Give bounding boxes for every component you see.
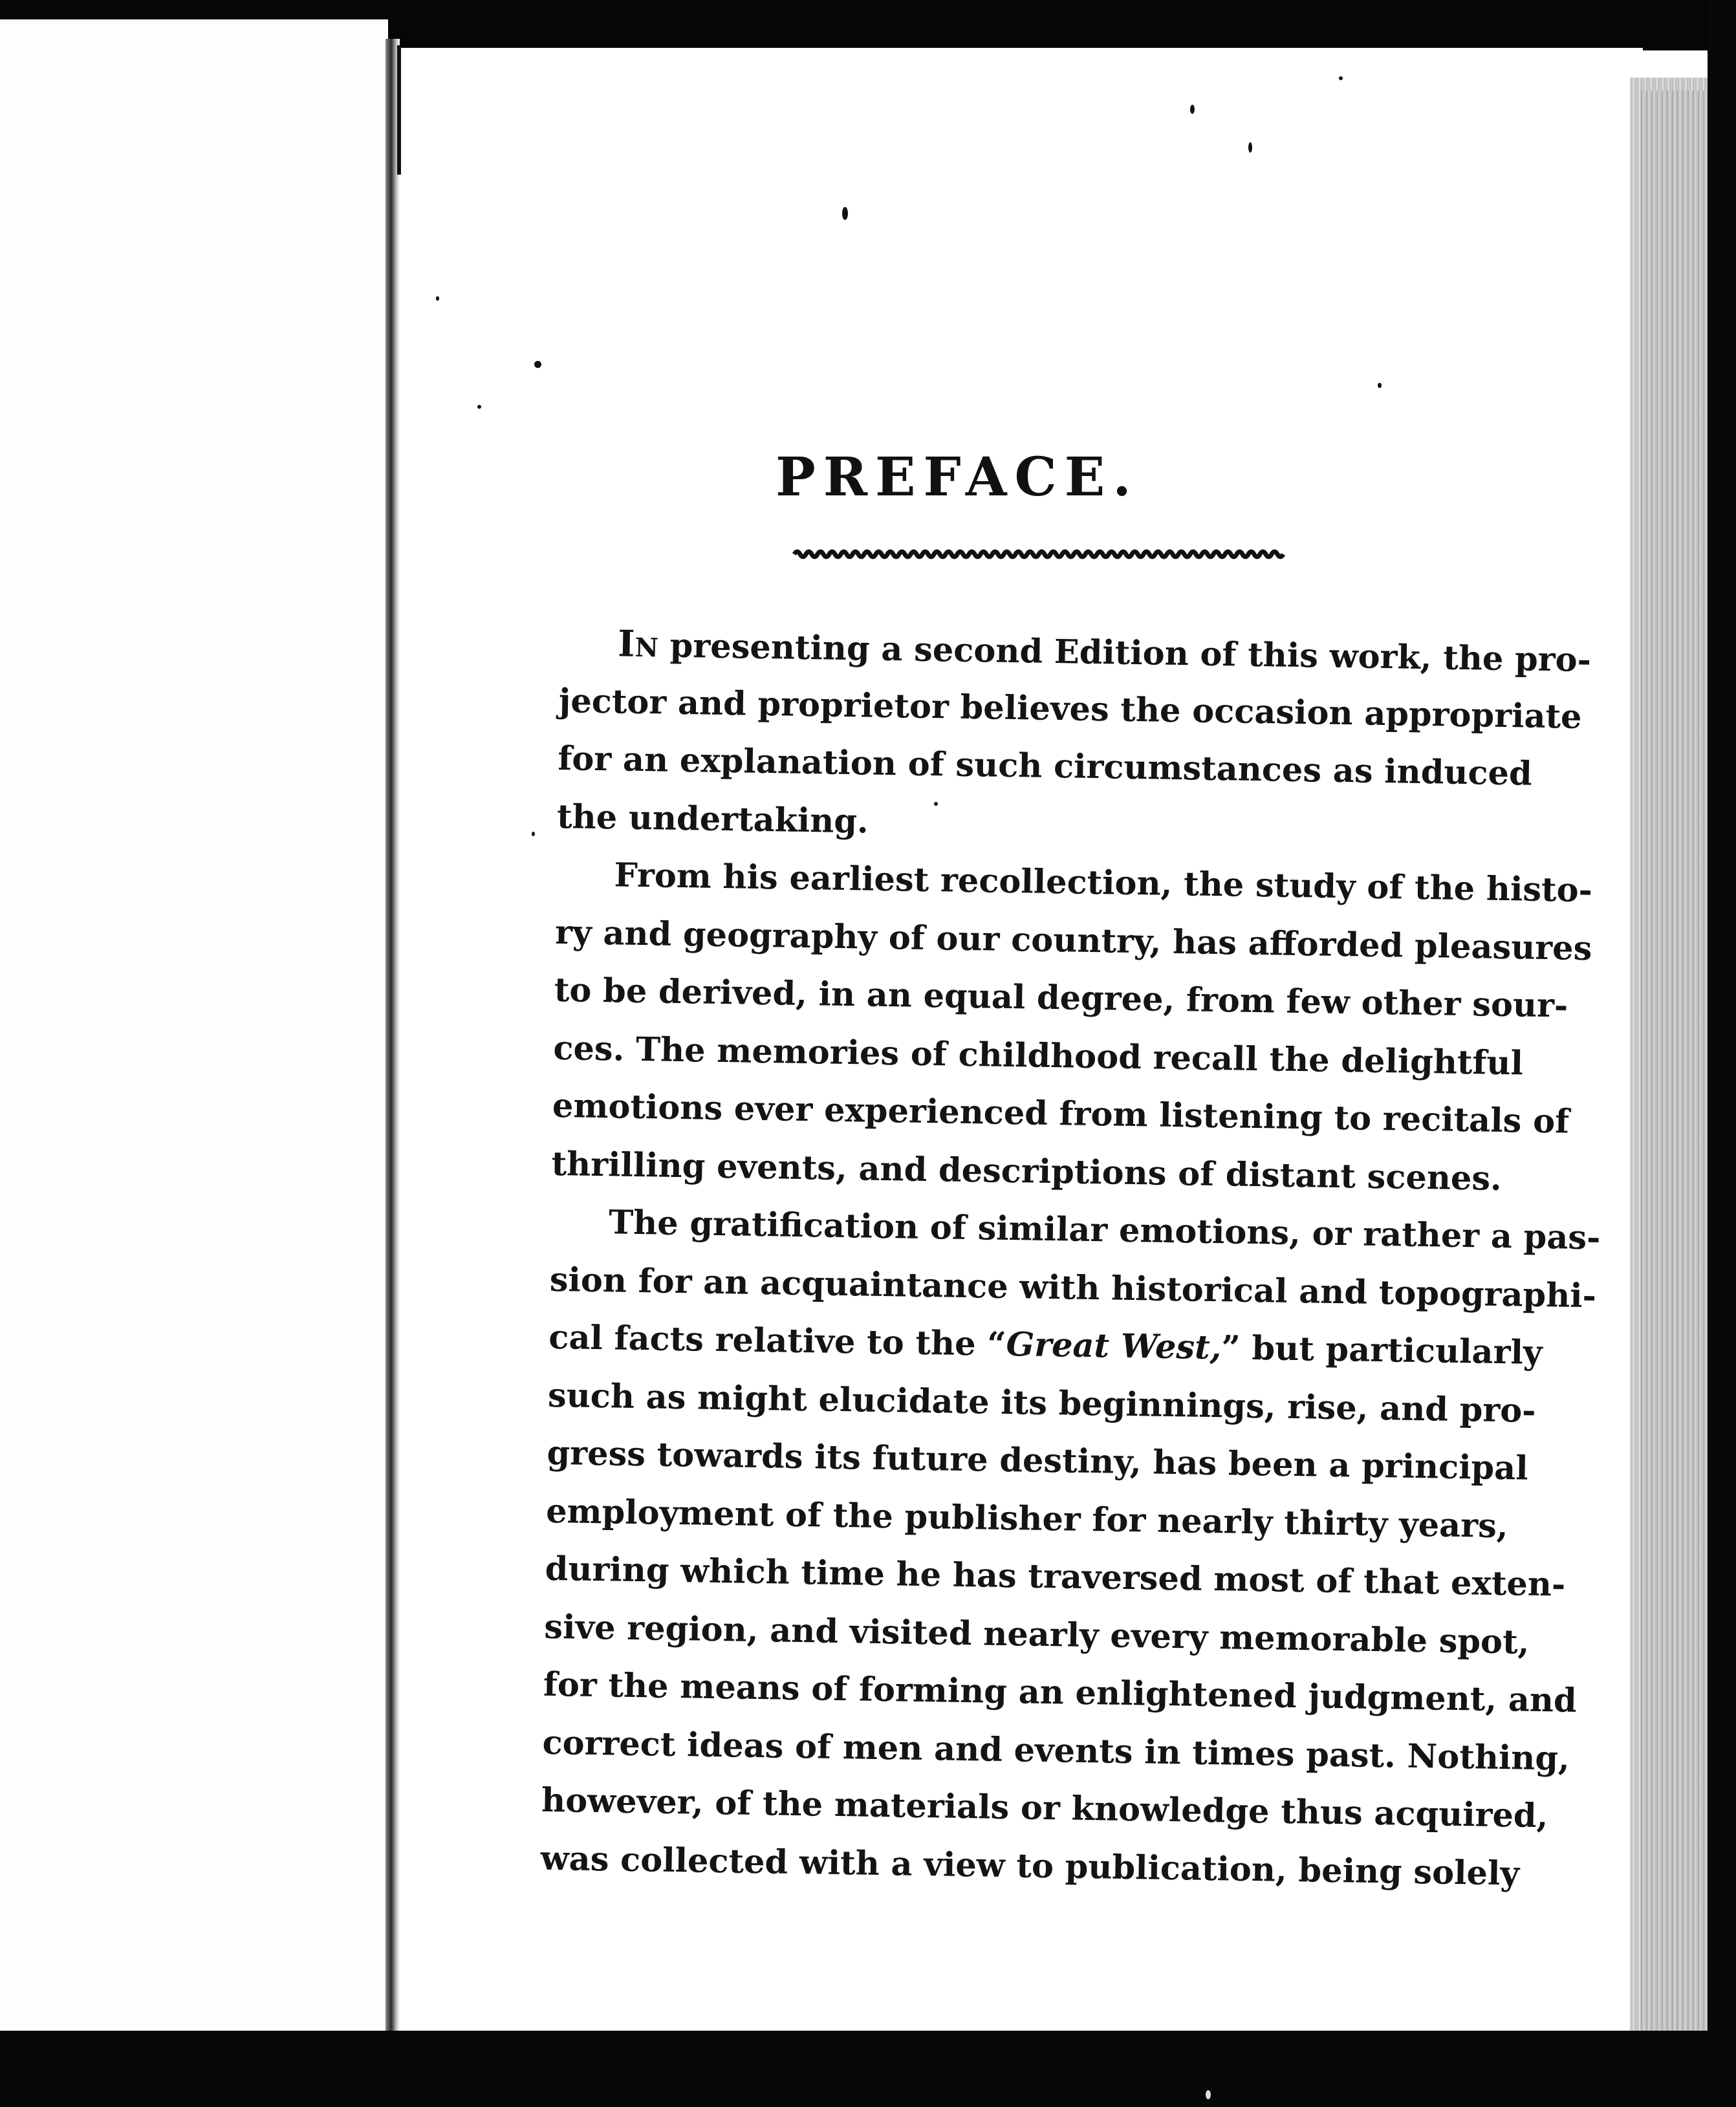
ink-speck [1339,76,1343,80]
text-line: the undertaking. [556,797,869,841]
ink-speck [1248,142,1252,153]
text-line: correct ideas of men and events in times past. Nothing, [542,1723,1570,1778]
text-line: employment of the publisher for nearly thirty years, [545,1491,1509,1546]
text-line: such as might elucidate its beginnings, rise, and pro- [547,1376,1536,1431]
line-text: cal facts relative to the “ [548,1317,1007,1364]
text-line: however, of the materials or knowledge thus acquired, [541,1780,1548,1836]
text-line: jector and proprietor believes the occasion appropriate [558,681,1582,737]
book-gutter [385,39,400,2037]
drop-initial: I [617,622,636,665]
text-line: emotions ever experienced from listening to recitals of [552,1086,1570,1141]
ink-speck [477,405,481,409]
line-text: ” but particularly [1221,1328,1543,1372]
text-line: for an explanation of such circumstances as induced [558,739,1533,794]
page-title: PREFACE. [776,446,1139,508]
ink-speck [1190,105,1195,114]
text-line: to be derived, in an equal degree, from few other sour- [554,970,1568,1026]
ink-speck [534,361,541,368]
text-line: sive region, and visited nearly every memorable spot, [543,1607,1530,1662]
italic-phrase: Great West, [1006,1324,1222,1368]
text-line: ry and geography of our country, has afforded pleasures [554,913,1592,968]
text-line: for the means of forming an enlightened judgment, and [543,1665,1578,1720]
ink-speck [532,832,535,836]
text-line: thrilling events, and descriptions of distant scenes. [551,1144,1503,1198]
text-line: The gratification of similar emotions, or rather a pas- [608,1203,1601,1258]
text-line: ces. The memories of childhood recall the delightful [552,1028,1524,1083]
preface-body [539,614,1601,1987]
decorative-wavy-rule [794,547,1279,561]
scan-right-border [1708,0,1736,2107]
small-caps-letter: N [635,632,659,664]
text-line: sion for an acquaintance with historical and topographi- [549,1260,1597,1315]
text-line: gress towards its future destiny, has been a principal [547,1433,1529,1488]
text-line: was collected with a view to publication, being solely [540,1839,1520,1894]
ink-speck [436,296,439,301]
ink-speck [842,207,848,220]
text-line: From his earliest recollection, the study of the histo- [614,856,1593,911]
scan-bottom-border [0,2031,1736,2107]
ink-speck [1378,383,1382,388]
book-fore-edge-pages [1640,91,1708,2031]
line-text: presenting a second Edition of this work, the pro- [658,626,1592,680]
facing-blank-page [0,19,388,2031]
text-line: during which time he has traversed most of that exten- [545,1549,1566,1605]
ink-speck [1206,2090,1211,2099]
